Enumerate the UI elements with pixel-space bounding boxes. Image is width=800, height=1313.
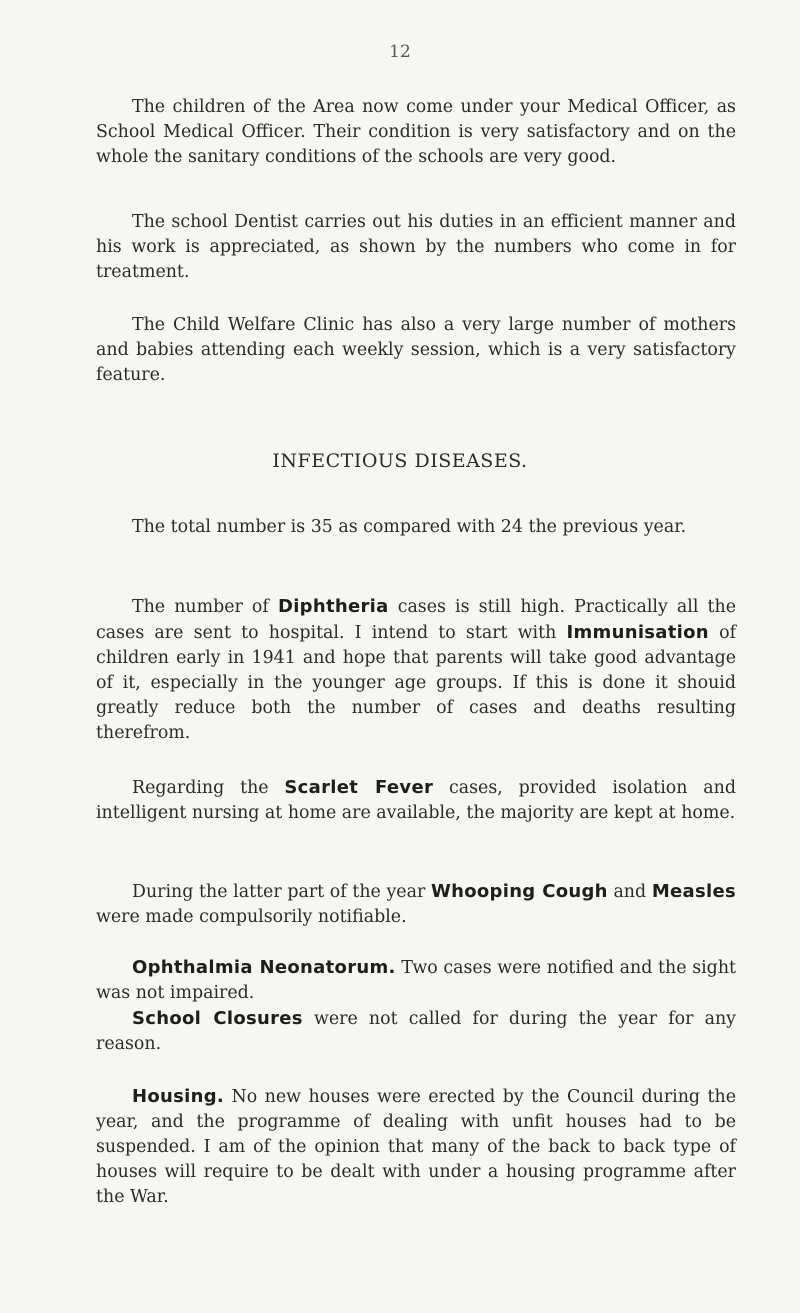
keyword-whooping-cough: Whooping Cough [430,881,608,902]
keyword-diphtheria: Diphtheria [277,596,389,617]
paragraph-school-medical: The children of the Area now come under your Medical Officer, as School Medical Officer. Their condition is very satisfactory and on the whole the sanitary conditions of the schools are very good. [96,97,736,167]
whooping-text-b: and [607,882,652,902]
scarlet-text-b: cases, provided isolation and intelligent nursing at home are available, the majority are kept at home. [96,778,737,823]
page-number: 12 [389,42,411,62]
keyword-school-closures: School Closures [132,1008,303,1029]
paragraph-school-dentist: The school Dentist carries out his duties in an efficient manner and his work is appreciated, as shown by the numbers who come in for treatment. [96,212,736,282]
paragraph-scarlet-fever [96,775,736,826]
diphtheria-text-a: The number of [132,597,278,617]
paragraph-ophthalmia [96,955,736,1006]
diphtheria-text-b: cases is still high. Practically all the cases are sent to hospital. I intend to start with [96,597,736,643]
keyword-scarlet-fever: Scarlet Fever [284,777,434,798]
whooping-text-a: During the latter part of the year [132,882,431,902]
ophthalmia-text: Two cases were notified and the sight was not impaired. [96,958,737,1003]
diphtheria-text-c: of children early in 1941 and hope that parents will take good advantage of it, especially in the younger age groups. If this is done it shouid greatly reduce both the number of cases and deaths resulting therefrom. [96,623,737,743]
section-heading: INFECTIOUS DISEASES. [272,450,528,472]
paragraph-total-cases: The total number is 35 as compared with 24 the previous year. [132,517,687,537]
housing-text: No new houses were erected by the Council during the year, and the programme of dealing with unfit houses had to be suspended. I am of the opinion that many of the back to back type of houses will require to be dealt with under a housing programme after the War. [96,1087,736,1207]
whooping-text-c: were made compulsorily notifiable. [96,907,407,927]
keyword-immunisation: Immunisation [566,622,709,643]
paragraph-school-closures [96,1006,736,1057]
keyword-measles: Measles [651,881,736,902]
scarlet-text-a: Regarding the [132,778,285,798]
paragraph-child-welfare: The Child Welfare Clinic has also a very large number of mothers and babies attending each weekly session, which is a very satisfactory feature. [96,315,736,385]
paragraph-housing [96,1084,736,1210]
paragraph-whooping-cough [96,879,736,930]
closures-text: were not called for during the year for any reason. [96,1009,736,1054]
paragraph-diphtheria [96,594,736,746]
keyword-housing: Housing. [132,1086,225,1107]
keyword-ophthalmia-neonatorum: Ophthalmia Neonatorum. [132,957,396,978]
